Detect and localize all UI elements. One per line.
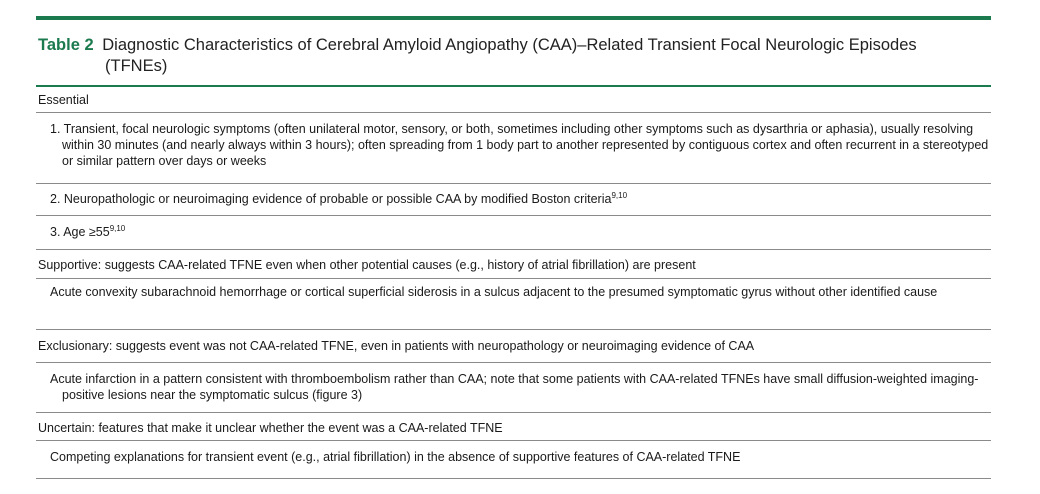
essential-item-1	[36, 113, 991, 184]
section-exclusionary	[36, 330, 991, 363]
essential-item-2-ref: 9,10	[611, 191, 628, 200]
essential-item-1-text: 1. Transient, focal neurologic symptoms (often unilateral motor, sensory, or both, sometimes including other symptoms such as dysarthria or aphasia), usually resolving within 30 minutes (and nearly always within 3 hours); often spreading from 1 body part to another represented by contiguous cortex and often recurrent in a stereotyped or similar pattern over days or weeks	[50, 122, 989, 168]
section-uncertain	[36, 413, 991, 441]
supportive-item-text: Acute convexity subarachnoid hemorrhage or cortical superficial siderosis in a sulcus adjacent to the presumed symptomatic gyrus without other identified cause	[50, 285, 938, 299]
uncertain-item-text: Competing explanations for transient event (e.g., atrial fibrillation) in the absence of supportive features of CAA-related TFNE	[50, 450, 741, 464]
top-rule	[36, 16, 991, 20]
table-caption	[38, 35, 988, 77]
essential-item-2	[36, 184, 991, 216]
section-essential	[36, 87, 991, 113]
table-title-continued: (TFNEs)	[105, 57, 168, 75]
essential-item-3-text: 3. Age ≥55	[50, 225, 110, 239]
exclusionary-item	[36, 363, 991, 413]
essential-item-3	[36, 216, 991, 250]
table-label: Table 2	[38, 36, 94, 54]
section-supportive	[36, 250, 991, 279]
exclusionary-item-text: Acute infarction in a pattern consistent with thromboembolism rather than CAA; note that some patients with CAA-related TFNEs have small diffusion-weighted imaging-positive lesions near the symptomatic sulcus (figure 3)	[50, 372, 979, 402]
section-exclusionary-label: Exclusionary: suggests event was not CAA-related TFNE, even in patients with neuropathology or neuroimaging evidence of CAA	[38, 339, 755, 353]
section-uncertain-label: Uncertain: features that make it unclear whether the event was a CAA-related TFNE	[38, 421, 503, 435]
section-essential-label: Essential	[38, 93, 89, 107]
section-supportive-label: Supportive: suggests CAA-related TFNE even when other potential causes (e.g., history of atrial fibrillation) are present	[38, 258, 696, 272]
essential-item-3-ref: 9,10	[109, 224, 126, 233]
supportive-item	[36, 279, 991, 330]
uncertain-item	[36, 441, 991, 479]
table-title: Diagnostic Characteristics of Cerebral Amyloid Angiopathy (CAA)–Related Transient Focal Neurologic Episodes	[102, 36, 917, 54]
essential-item-2-text: 2. Neuropathologic or neuroimaging evidence of probable or possible CAA by modified Boston criteria	[50, 192, 612, 206]
characteristics-table	[36, 87, 991, 479]
